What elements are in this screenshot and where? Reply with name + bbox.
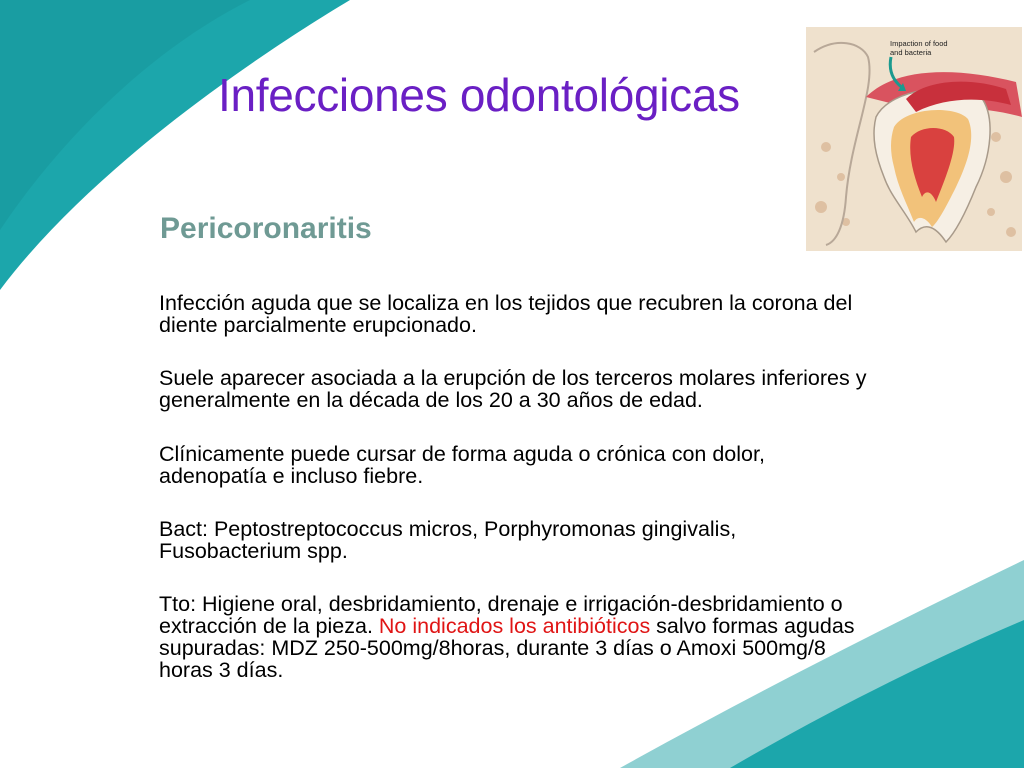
paragraph-clinical [159, 443, 765, 487]
paragraph-line: adenopatía e incluso fiebre. [159, 464, 424, 488]
paragraph-line: Suele aparecer asociada a la erupción de los terceros molares inferiores y [159, 366, 867, 390]
paragraph-treatment [159, 593, 855, 681]
treatment-text: salvo formas agudas [650, 614, 855, 638]
paragraph-definition [159, 292, 852, 336]
antibiotics-warning: No indicados los antibióticos [378, 614, 651, 638]
image-label-line2: and bacteria [890, 48, 932, 57]
paragraph-epidemiology [159, 367, 866, 411]
image-label-line1: Impaction of food [890, 39, 948, 48]
paragraph-line: Tto: Higiene oral, desbridamiento, drenaje e irrigación-desbridamiento o [159, 592, 843, 616]
slide-title: Infecciones odontológicas [218, 69, 740, 121]
paragraph-line: Clínicamente puede cursar de forma aguda o crónica con dolor, [159, 442, 765, 466]
paragraph-bacteria [159, 518, 736, 562]
paragraph-line: Infección aguda que se localiza en los tejidos que recubren la corona del [159, 291, 853, 315]
paragraph-line: supuradas: MDZ 250-500mg/8horas, durante 3 días o Amoxi 500mg/8 [159, 636, 826, 660]
tooth-illustration [806, 27, 1022, 251]
paragraph-line: Bact: Peptostreptococcus micros, Porphyromonas gingivalis, [159, 517, 737, 541]
treatment-text: extracción de la pieza. [159, 614, 379, 638]
paragraph-line: diente parcialmente erupcionado. [159, 313, 477, 337]
paragraph-line: Fusobacterium spp. [159, 539, 348, 563]
paragraph-line [159, 615, 855, 637]
section-subtitle: Pericoronaritis [160, 212, 372, 245]
paragraph-line: horas 3 días. [159, 658, 284, 682]
paragraph-line: generalmente en la década de los 20 a 30 años de edad. [159, 388, 703, 412]
